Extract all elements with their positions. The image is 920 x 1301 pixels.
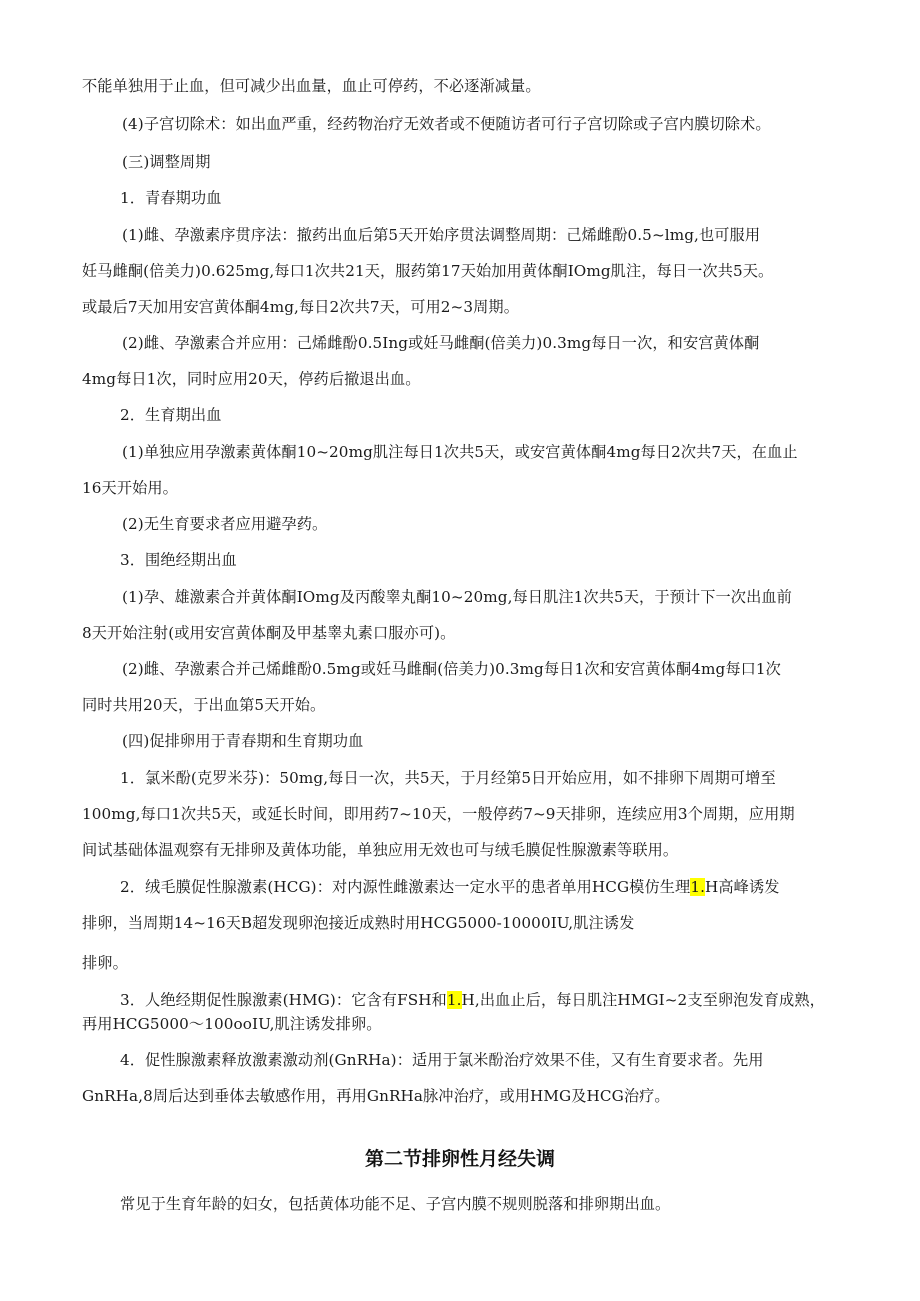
text-line: 8天开始注射(或用安宫黄体酮及甲基睾丸素口服亦可)。 [82,624,456,642]
text-line: (2)雌、孕激素合并己烯雌酚0.5mg或妊马雌酮(倍美力)0.3mg每日1次和安宫黄体酮4mg每口1次 [122,660,781,678]
text-line: 或最后7天加用安宫黄体酮4mg,每日2次共7天，可用2~3周期。 [82,298,519,316]
highlighted-text: 1. [446,991,462,1009]
text-line: 排卵，当周期14~16天B超发现卵泡接近成熟时用HCG5000-10000IU,肌注诱发 [82,914,635,932]
section-heading: (三)调整周期 [122,153,211,171]
text-line: (1)雌、孕激素序贯序法：撤药出血后第5天开始序贯法调整周期：己烯雌酚0.5~lmg,也可服用 [122,226,761,244]
text-line [120,877,880,897]
highlighted-text: 1. [690,878,706,896]
text-line [120,990,880,1010]
section-heading: (四)促排卵用于青春期和生育期功血 [122,732,364,750]
text-line: 1．氯米酚(克罗米芬)：50mg,每日一次，共5天，于月经第5日开始应用，如不排卵下周期可增至 [120,769,776,787]
text-line: 4．促性腺激素释放激素激动剂(GnRHa)：适用于氯米酚治疗效果不佳，又有生育要求者。先用 [120,1051,764,1069]
text-segment: H,出血止后，每日肌注HMGI~2支至卵泡发育成熟， [461,991,825,1009]
subsection-heading: 1．青春期功血 [120,189,222,207]
text-line: 妊马雌酮(倍美力)0.625mg,每口1次共21天，服药第17天始加用黄体酮IOmg肌注，每日一次共5天。 [82,262,774,280]
text-line: GnRHa,8周后达到垂体去敏感作用，再用GnRHa脉冲治疗，或用HMG及HCG治疗。 [82,1087,670,1105]
text-segment: 3．人绝经期促性腺激素(HMG)：它含有FSH和 [120,991,447,1009]
text-segment: H高峰诱发 [705,878,780,896]
subsection-heading: 2．生育期出血 [120,406,222,424]
chapter-section-title: 第二节排卵性月经失调 [364,1148,555,1170]
text-line: 4mg每日1次，同时应用20天，停药后撤退出血。 [82,370,421,388]
text-line: 同时共用20天，于出血第5天开始。 [82,696,326,714]
text-line: 常见于生育年龄的妇女，包括黄体功能不足、子宫内膜不规则脱落和排卵期出血。 [120,1195,671,1213]
text-line: 16天开始用。 [82,479,178,497]
text-line: (1)单独应用孕激素黄体酮10~20mg肌注每日1次共5天，或安宫黄体酮4mg每日2次共7天，在血止 [122,443,798,461]
subsection-heading: 3．围绝经期出血 [120,551,237,569]
text-line: 再用HCG5000～100ooIU,肌注诱发排卵。 [82,1015,382,1033]
text-line: (2)雌、孕激素合并应用：己烯雌酚0.5Ing或妊马雌酮(倍美力)0.3mg每日一次，和安宫黄体酮 [122,334,760,352]
text-line: 不能单独用于止血，但可减少出血量，血止可停药，不必逐渐减量。 [82,77,541,95]
text-segment: 2．绒毛膜促性腺激素(HCG)：对内源性雌激素达一定水平的患者单用HCG模仿生理 [120,878,691,896]
text-line: (2)无生育要求者应用避孕药。 [122,515,328,533]
text-line: 间试基础体温观察有无排卵及黄体功能，单独应用无效也可与绒毛膜促性腺激素等联用。 [82,841,679,859]
text-line: (4)子宫切除术：如出血严重，经药物治疗无效者或不便随访者可行子宫切除或子宫内膜切除术。 [122,115,771,133]
text-line: 排卵。 [82,954,128,972]
text-line: 100mg,每口1次共5天，或延长时间，即用药7~10天，一般停药7~9天排卵，连续应用3个周期，应用期 [82,805,795,823]
text-line: (1)孕、雄激素合并黄体酮IOmg及丙酸睾丸酮10~20mg,每日肌注1次共5天，于预计下一次出血前 [122,588,792,606]
